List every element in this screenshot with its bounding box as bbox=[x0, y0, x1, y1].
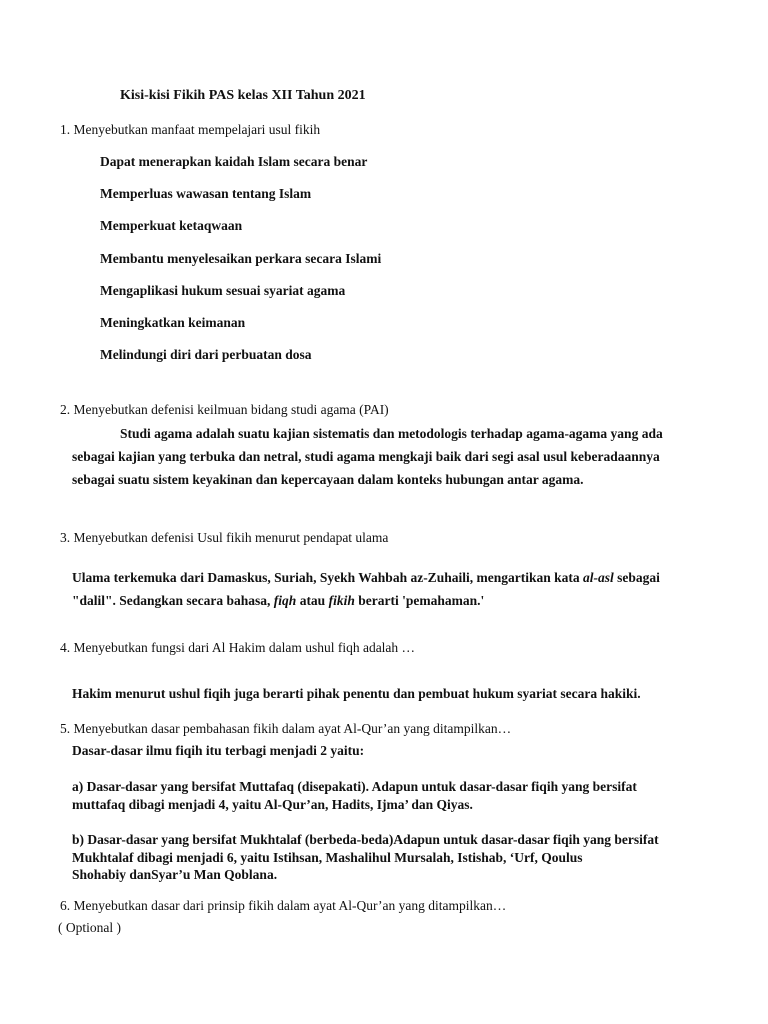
answer-1-item: Mengaplikasi hukum sesuai syariat agama bbox=[100, 283, 346, 298]
answer-5-item-b: Shohabiy danSyar’u Man Qoblana. bbox=[72, 867, 278, 882]
answer-5-item-a: muttafaq dibagi menjadi 4, yaitu Al-Qur’an, Hadits, Ijma’ dan Qiyas. bbox=[72, 797, 473, 812]
answer-3-text: berarti 'pemahaman.' bbox=[354, 593, 485, 608]
answer-5-intro: Dasar-dasar ilmu fiqih itu terbagi menjadi 2 yaitu: bbox=[72, 743, 365, 758]
answer-1-item: Dapat menerapkan kaidah Islam secara benar bbox=[100, 154, 368, 169]
question-5: 5. Menyebutkan dasar pembahasan fikih dalam ayat Al-Qur’an yang ditampilkan… bbox=[60, 721, 512, 736]
answer-1-item: Membantu menyelesaikan perkara secara Islami bbox=[100, 251, 382, 266]
answer-3-term: al-asl bbox=[582, 570, 614, 585]
answer-1-item: Melindungi diri dari perbuatan dosa bbox=[100, 347, 312, 362]
answer-5-item-b: Mukhtalaf dibagi menjadi 6, yaitu Istihsan, Mashalihul Mursalah, Istishab, ‘Urf, Qoulus bbox=[72, 850, 583, 865]
answer-1-item: Memperkuat ketaqwaan bbox=[100, 218, 243, 233]
answer-3-text: Ulama terkemuka dari Damaskus, Suriah, Syekh Wahbah az-Zuhaili, mengartikan kata bbox=[72, 570, 583, 585]
answer-2-line: Studi agama adalah suatu kajian sistematis dan metodologis terhadap agama-agama yang ada bbox=[120, 426, 663, 441]
answer-5-item-b: b) Dasar-dasar yang bersifat Mukhtalaf (berbeda-beda)Adapun untuk dasar-dasar fiqih yang bersifat bbox=[72, 832, 659, 847]
optional-note: ( Optional ) bbox=[58, 920, 121, 935]
answer-3-term: fiqh bbox=[273, 593, 297, 608]
answer-3-term: fikih bbox=[328, 593, 355, 608]
question-4: 4. Menyebutkan fungsi dari Al Hakim dalam ushul fiqh adalah … bbox=[60, 640, 416, 655]
answer-3-line bbox=[72, 570, 660, 586]
document-title: Kisi-kisi Fikih PAS kelas XII Tahun 2021 bbox=[120, 88, 366, 103]
question-2: 2. Menyebutkan defenisi keilmuan bidang studi agama (PAI) bbox=[60, 402, 389, 417]
question-1: 1. Menyebutkan manfaat mempelajari usul fikih bbox=[60, 122, 321, 137]
answer-3-text: sebagai bbox=[613, 570, 660, 585]
question-3: 3. Menyebutkan defenisi Usul fikih menurut pendapat ulama bbox=[60, 530, 389, 545]
answer-2-line: sebagai suatu sistem keyakinan dan kepercayaan dalam konteks hubungan antar agama. bbox=[72, 472, 584, 487]
answer-5-item-a: a) Dasar-dasar yang bersifat Muttafaq (disepakati). Adapun untuk dasar-dasar fiqih yang bersifat bbox=[72, 779, 637, 794]
answer-2-paragraph bbox=[72, 422, 702, 491]
answer-1-item: Meningkatkan keimanan bbox=[100, 315, 246, 330]
answer-3-text: atau bbox=[296, 593, 329, 608]
question-6: 6. Menyebutkan dasar dari prinsip fikih dalam ayat Al-Qur’an yang ditampilkan… bbox=[60, 898, 507, 913]
answer-4: Hakim menurut ushul fiqih juga berarti pihak penentu dan pembuat hukum syariat secara hakiki. bbox=[72, 686, 641, 701]
answer-3-line bbox=[72, 593, 484, 609]
answer-2-line: sebagai kajian yang terbuka dan netral, studi agama mengkaji baik dari segi asal usul keberadaannya bbox=[72, 449, 660, 464]
answer-1-item: Memperluas wawasan tentang Islam bbox=[100, 186, 312, 201]
answer-3-text: "dalil". Sedangkan secara bahasa, bbox=[72, 593, 274, 608]
